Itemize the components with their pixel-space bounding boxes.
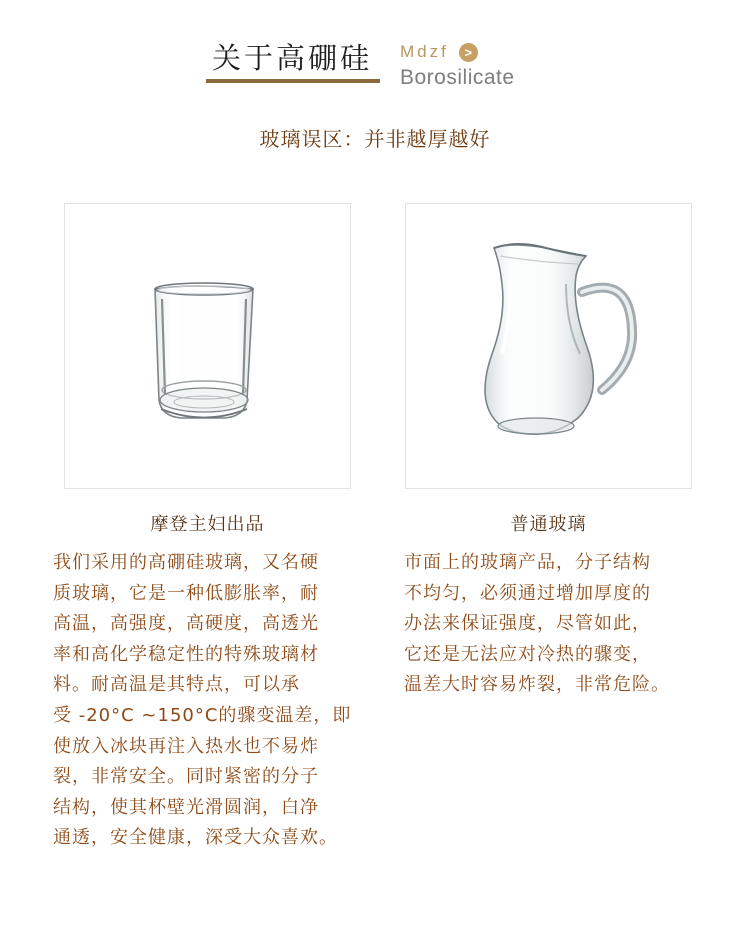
product-image-card-borosilicate bbox=[64, 203, 351, 489]
myth-heading: 玻璃误区：并非越厚越好 bbox=[259, 127, 491, 151]
section-header bbox=[0, 0, 750, 100]
title-underline bbox=[206, 79, 380, 83]
description-line: 我们采用的高硼硅玻璃，又名硬 bbox=[53, 552, 319, 573]
product-caption-ordinary: 普通玻璃 bbox=[510, 514, 587, 535]
description-line: 温差大时容易炸裂，非常危险。 bbox=[404, 674, 670, 696]
description-line: 使放入冰块再注入热水也不易炸 bbox=[53, 735, 319, 757]
glass-pitcher-image bbox=[406, 204, 693, 490]
description-line: 受 -20°C ~150°C的骤变温差，即 bbox=[53, 704, 352, 726]
brand-name: Mdzf bbox=[400, 42, 449, 61]
description-line: 不均匀，必须通过增加厚度的 bbox=[404, 582, 651, 604]
arrow-right-icon[interactable]: > bbox=[459, 43, 478, 62]
description-ordinary bbox=[404, 548, 704, 701]
product-caption-borosilicate: 摩登主妇出品 bbox=[150, 514, 265, 535]
description-line: 率和高化学稳定性的特殊玻璃材 bbox=[53, 643, 319, 665]
glass-tumbler-image bbox=[65, 204, 352, 490]
description-line: 市面上的玻璃产品，分子结构 bbox=[404, 552, 651, 573]
section-subtitle: Borosilicate bbox=[400, 66, 515, 89]
section-title: 关于高硼硅 bbox=[212, 41, 373, 75]
description-borosilicate bbox=[53, 548, 373, 854]
description-line: 通透，安全健康，深受大众喜欢。 bbox=[53, 827, 338, 849]
brand-link[interactable] bbox=[400, 42, 478, 62]
description-line: 结构，使其杯壁光滑圆润，白净 bbox=[53, 796, 319, 818]
product-image-card-ordinary bbox=[405, 203, 692, 489]
description-line: 料。耐高温是其特点，可以承 bbox=[53, 674, 300, 696]
description-line: 它还是无法应对冷热的骤变， bbox=[404, 643, 651, 665]
description-line: 高温，高强度，高硬度，高透光 bbox=[53, 613, 319, 635]
description-line: 裂，非常安全。同时紧密的分子 bbox=[53, 766, 319, 788]
description-line: 办法来保证强度，尽管如此， bbox=[404, 613, 651, 635]
description-line: 质玻璃，它是一种低膨胀率，耐 bbox=[53, 582, 319, 604]
